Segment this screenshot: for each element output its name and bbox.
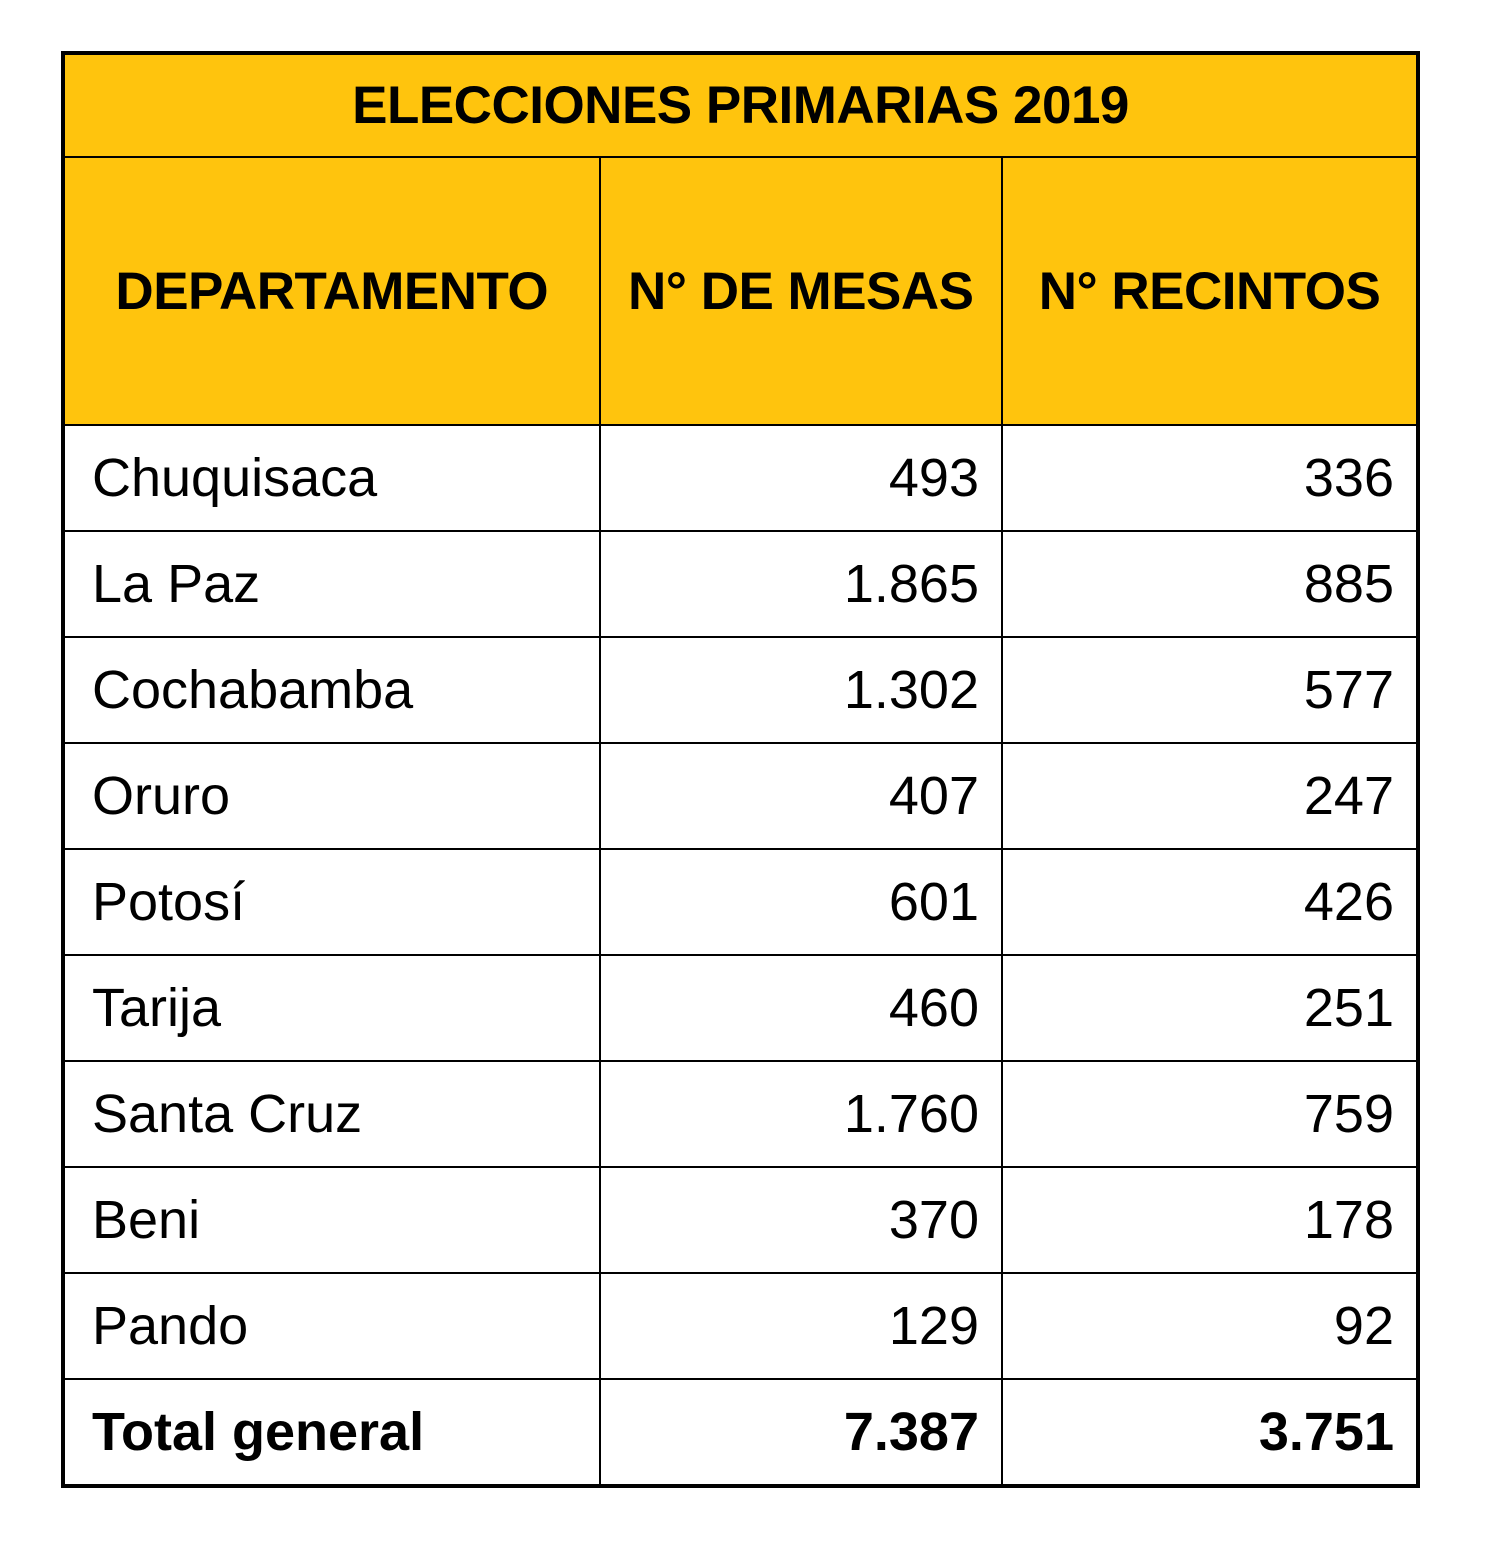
elections-table <box>61 51 1420 1488</box>
column-header-recintos: N° RECINTOS <box>1002 157 1418 425</box>
cell-mesas: 1.302 <box>600 637 1002 743</box>
table-total-row <box>63 1379 1418 1486</box>
cell-mesas: 460 <box>600 955 1002 1061</box>
cell-departamento: La Paz <box>63 531 600 637</box>
cell-departamento: Potosí <box>63 849 600 955</box>
cell-departamento: Cochabamba <box>63 637 600 743</box>
cell-mesas: 370 <box>600 1167 1002 1273</box>
cell-recintos: 247 <box>1002 743 1418 849</box>
cell-mesas: 601 <box>600 849 1002 955</box>
table-row <box>63 531 1418 637</box>
cell-departamento: Tarija <box>63 955 600 1061</box>
cell-departamento: Chuquisaca <box>63 425 600 531</box>
cell-recintos: 178 <box>1002 1167 1418 1273</box>
table-row <box>63 743 1418 849</box>
table-row <box>63 955 1418 1061</box>
column-header-mesas: N° DE MESAS <box>600 157 1002 425</box>
cell-recintos: 336 <box>1002 425 1418 531</box>
cell-recintos: 251 <box>1002 955 1418 1061</box>
total-label: Total general <box>63 1379 600 1486</box>
table-title-row <box>63 53 1418 157</box>
cell-recintos: 92 <box>1002 1273 1418 1379</box>
cell-mesas: 407 <box>600 743 1002 849</box>
cell-mesas: 1.760 <box>600 1061 1002 1167</box>
cell-recintos: 759 <box>1002 1061 1418 1167</box>
table-row <box>63 1167 1418 1273</box>
table-title: ELECCIONES PRIMARIAS 2019 <box>63 53 1418 157</box>
table-row <box>63 1061 1418 1167</box>
cell-departamento: Beni <box>63 1167 600 1273</box>
table-row <box>63 637 1418 743</box>
cell-departamento: Santa Cruz <box>63 1061 600 1167</box>
table-row <box>63 425 1418 531</box>
total-recintos: 3.751 <box>1002 1379 1418 1486</box>
cell-departamento: Pando <box>63 1273 600 1379</box>
table-header-row <box>63 157 1418 425</box>
cell-mesas: 129 <box>600 1273 1002 1379</box>
cell-recintos: 577 <box>1002 637 1418 743</box>
cell-recintos: 885 <box>1002 531 1418 637</box>
table-row <box>63 849 1418 955</box>
table-row <box>63 1273 1418 1379</box>
cell-mesas: 1.865 <box>600 531 1002 637</box>
cell-recintos: 426 <box>1002 849 1418 955</box>
column-header-departamento: DEPARTAMENTO <box>63 157 600 425</box>
total-mesas: 7.387 <box>600 1379 1002 1486</box>
cell-departamento: Oruro <box>63 743 600 849</box>
cell-mesas: 493 <box>600 425 1002 531</box>
